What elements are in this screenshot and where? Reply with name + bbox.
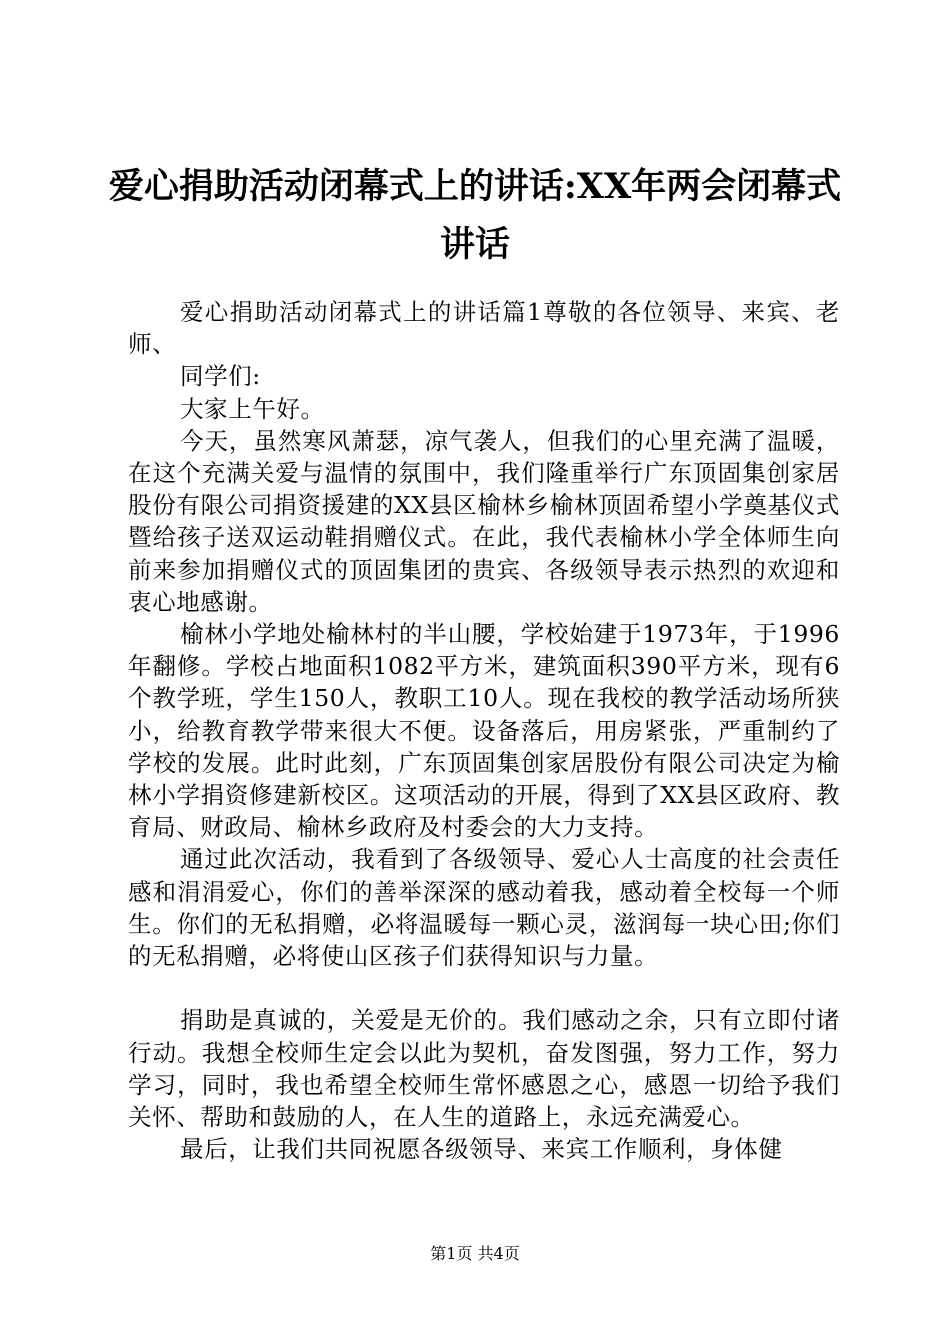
paragraph: 同学们: [180, 362, 261, 391]
paragraph: 大家上午好。 [180, 394, 325, 423]
paragraph: 最后，让我们共同祝愿各级领导、来宾工作顺利，身体健 [180, 1135, 783, 1164]
paragraph: 捐助是真诚的，关爱是无价的。我们感动之余，只有立即付诸行动。我想全校师生定会以此为契机，奋发图强，努力工作，努力学习，同时，我也希望全校师生常怀感恩之心，感恩一切给予我们关怀、帮助和鼓励的人，在人生的道路上，永远充满爱心。 [128, 1006, 840, 1132]
document-title: 爱心捐助活动闭幕式上的讲话:XX年两会闭幕式讲话 [108, 166, 842, 265]
paragraph: 通过此次活动，我看到了各级领导、爱心人士高度的社会责任感和涓涓爱心，你们的善举深深的感动着我，感动着全校每一个师生。你们的无私捐赠，必将温暖每一颗心灵，滋润每一块心田;你们的无私捐赠，必将使山区孩子们获得知识与力量。 [128, 845, 840, 971]
page-number-footer: 第1页 共4页 [430, 1244, 520, 1263]
paragraph: 榆林小学地处榆林村的半山腰，学校始建于1973年，于1996年翻修。学校占地面积1082平方米，建筑面积390平方米，现有6个教学班，学生150人，教职工10人。现在我校的教学活动场所狭小，给教育教学带来很大不便。设备落后，用房紧张，严重制约了学校的发展。此时此刻，广东顶固集创家居股份有限公司决定为榆林小学捐资修建新校区。这项活动的开展，得到了XX县区政府、教育局、财政局、榆林乡政府及村委会的大力支持。 [128, 620, 840, 842]
paragraph: 爱心捐助活动闭幕式上的讲话篇1尊敬的各位领导、来宾、老师、 [128, 298, 840, 359]
paragraph: 今天，虽然寒风萧瑟，凉气袭人，但我们的心里充满了温暖，在这个充满关爱与温情的氛围中，我们隆重举行广东顶固集创家居股份有限公司捐资援建的XX县区榆林乡榆林顶固希望小学奠基仪式暨给孩子送双运动鞋捐赠仪式。在此，我代表榆林小学全体师生向前来参加捐赠仪式的顶固集团的贵宾、各级领导表示热烈的欢迎和衷心地感谢。 [128, 426, 840, 616]
document-body [128, 296, 840, 1165]
